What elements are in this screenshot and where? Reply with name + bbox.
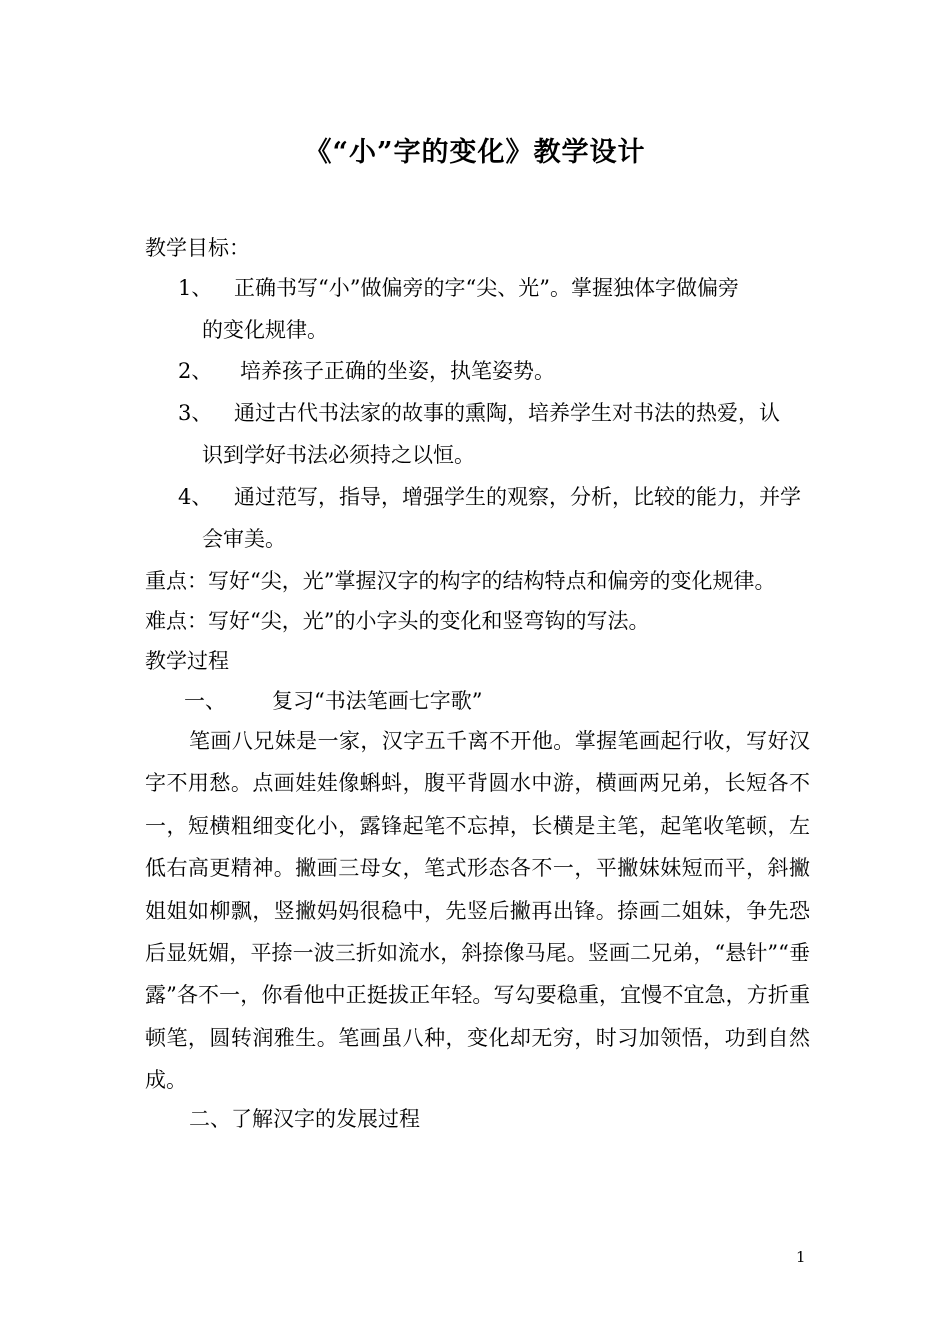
section-number: 一、	[184, 689, 226, 713]
objective-text-line2: 识到学好书法必须持之以恒。	[202, 443, 475, 467]
objectives-heading: 教学目标：	[145, 236, 250, 260]
section-label: 复习“书法笔画七字歌”	[272, 689, 483, 713]
objective-item-4	[178, 476, 818, 560]
difficult-point: 难点：写好“尖，光”的小字头的变化和竖弯钩的写法。	[145, 609, 650, 633]
objective-item-3	[178, 392, 818, 476]
objective-text-line1: 正确书写“小”做偏旁的字“尖、光”。掌握独体字做偏旁	[234, 276, 739, 300]
objective-number: 1、	[178, 276, 213, 300]
key-point: 重点：写好“尖，光”掌握汉字的构字的结构特点和偏旁的变化规律。	[145, 569, 776, 593]
page-number: 1	[796, 1248, 806, 1266]
objective-text-line2: 会审美。	[202, 527, 286, 551]
section-1-heading	[184, 680, 854, 722]
process-heading: 教学过程	[145, 649, 229, 673]
objective-text-line2: 的变化规律。	[202, 318, 328, 342]
calligraphy-poem-paragraph: 笔画八兄妹是一家，汉字五千离不开他。掌握笔画起行收，写好汉字不用愁。点画娃娃像蝌蚪，腹平背圆水中游，横画两兄弟，长短各不一，短横粗细变化小，露锋起笔不忘掉，长横是主笔，起笔收笔顿，左低右高更精神。撇画三母女，笔式形态各不一，平撇妹妹短而平，斜撇姐姐如柳飘，竖撇妈妈很稳中，先竖后撇再出锋。捺画二姐妹，争先恐后显妩媚，平捺一波三折如流水，斜捺像马尾。竖画二兄弟，“悬针”“垂露”各不一，你看他中正挺拔正年轻。写勾要稳重，宜慢不宜急，方折重顿笔，圆转润雅生。笔画虽八种，变化却无穷，时习加领悟，功到自然成。	[145, 729, 810, 1093]
objective-number: 2、	[178, 359, 213, 383]
objective-item-1	[178, 267, 818, 351]
objective-text-line1: 通过范写，指导，增强学生的观察，分析，比较的能力，并学	[234, 485, 801, 509]
document-title: 《“小”字的变化》教学设计	[304, 137, 646, 168]
objective-number: 3、	[178, 401, 213, 425]
objective-text-line1: 通过古代书法家的故事的熏陶，培养学生对书法的热爱，认	[234, 401, 780, 425]
objective-item-2	[178, 350, 818, 392]
objective-number: 4、	[178, 485, 213, 509]
objective-text-line1: 培养孩子正确的坐姿，执笔姿势。	[240, 359, 555, 383]
section-2-heading: 二、了解汉字的发展过程	[189, 1107, 420, 1131]
